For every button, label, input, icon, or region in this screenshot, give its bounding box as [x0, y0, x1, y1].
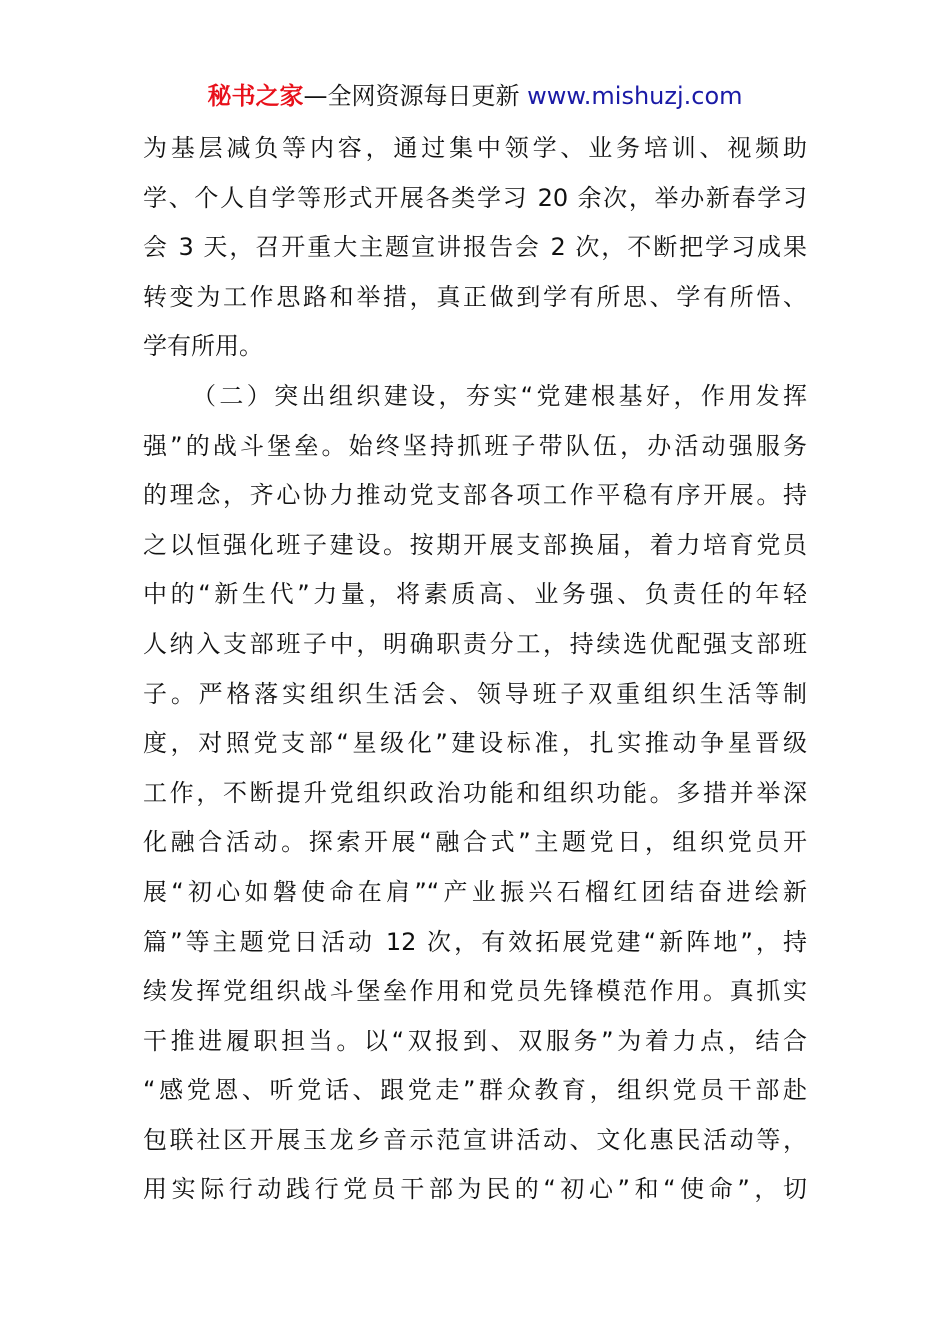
text-line: 之以恒强化班子建设。按期开展支部换届，着力培育党员 [143, 530, 807, 559]
text-line: 强”的战斗堡垒。始终坚持抓班子带队伍，办活动强服务 [143, 431, 807, 460]
text-line: 篇”等主题党日活动 12 次，有效拓展党建“新阵地”，持 [143, 927, 807, 956]
site-url-link[interactable]: www.mishuzj.com [527, 82, 743, 110]
text-line: 包联社区开展玉龙乡音示范宣讲活动、文化惠民活动等， [143, 1125, 807, 1154]
text-line: 子。严格落实组织生活会、领导班子双重组织生活等制 [143, 679, 807, 708]
section-heading-line: （二）突出组织建设，夯实“党建根基好，作用发挥 [192, 381, 807, 410]
text-line: “感党恩、听党话、跟党走”群众教育，组织党员干部赴 [143, 1076, 807, 1105]
text-line: 续发挥党组织战斗堡垒作用和党员先锋模范作用。真抓实 [143, 977, 807, 1006]
header-tagline: —全网资源每日更新 [303, 82, 520, 110]
text-line: 人纳入支部班子中，明确职责分工，持续选优配强支部班 [143, 629, 807, 658]
page-header [0, 78, 950, 114]
text-line: 工作，不断提升党组织政治功能和组织功能。多措并举深 [143, 778, 807, 807]
text-line: 转变为工作思路和举措，真正做到学有所思、学有所悟、 [143, 282, 807, 311]
text-line: 为基层减负等内容，通过集中领学、业务培训、视频助 [143, 134, 807, 162]
text-line: 学、个人自学等形式开展各类学习 20 余次，举办新春学习 [143, 183, 807, 212]
text-line: 化融合活动。探索开展“融合式”主题党日，组织党员开 [143, 828, 807, 857]
text-line: 会 3 天，召开重大主题宣讲报告会 2 次，不断把学习成果 [143, 233, 807, 262]
text-line: 用实际行动践行党员干部为民的“初心”和“使命”，切 [143, 1175, 807, 1204]
brand-name: 秘书之家 [207, 82, 304, 110]
document-body [143, 124, 807, 1215]
text-line: 学有所用。 [143, 332, 263, 361]
text-line: 中的“新生代”力量，将素质高、业务强、负责任的年轻 [143, 580, 807, 609]
text-line: 干推进履职担当。以“双报到、双服务”为着力点，结合 [143, 1026, 807, 1055]
text-line: 展“初心如磐使命在肩”“产业振兴石榴红团结奋进绘新 [143, 877, 807, 906]
text-line: 度，对照党支部“星级化”建设标准，扎实推动争星晋级 [143, 729, 807, 758]
text-line: 的理念，齐心协力推动党支部各项工作平稳有序开展。持 [143, 481, 807, 510]
